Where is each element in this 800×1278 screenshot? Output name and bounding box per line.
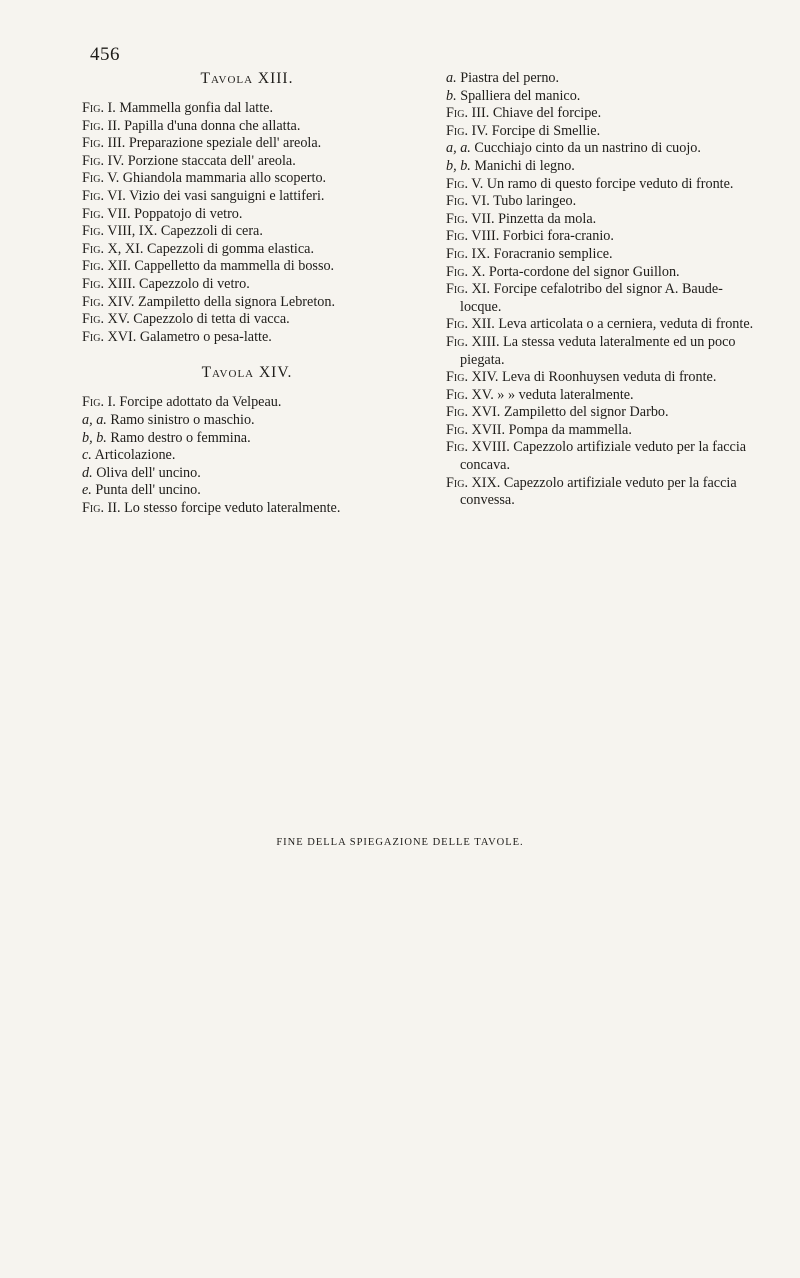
entry-label: Fig. [446, 421, 468, 438]
entry-text: VII. Poppatojo di vetro. [107, 205, 243, 222]
entry-text: XIV. Zampiletto della signora Lebreton. [107, 293, 336, 310]
entry-text: VI. Tubo laringeo. [471, 193, 577, 210]
entry-text: Punta dell' uncino. [95, 482, 201, 499]
entry-label: Fig. [446, 333, 468, 350]
entry-label: Fig. [82, 117, 104, 134]
figure-entry [82, 223, 412, 241]
entry-text: Spalliera del manico. [460, 87, 581, 104]
figure-entry [82, 170, 412, 188]
figure-entry [82, 135, 412, 153]
figure-entry [82, 100, 412, 118]
entry-label: Fig. [82, 170, 104, 187]
entry-text: Ramo sinistro o maschio. [110, 411, 255, 428]
entry-text: XIV. Leva di Roonhuysen veduta di fronte. [471, 369, 717, 386]
figure-entry [82, 153, 412, 171]
figure-entry [82, 500, 412, 518]
entry-text: Manichi di legno. [474, 157, 575, 174]
plate-heading: Tavola XIII. [200, 70, 294, 87]
figure-entry [446, 140, 764, 158]
figure-entry [82, 276, 412, 294]
entry-label: Fig. [82, 187, 104, 204]
entry-label: Fig. [82, 275, 104, 292]
entry-text: XV. Capezzolo di tetta di vacca. [107, 311, 290, 328]
entry-label: Fig. [82, 135, 104, 152]
entry-text: X. Porta-cordone del signor Guillon. [471, 263, 680, 280]
entry-text: VIII. Forbici fora-cranio. [471, 228, 614, 245]
entry-text: X, XI. Capezzoli di gomma elastica. [107, 240, 314, 257]
entry-label: Fig. [82, 499, 104, 516]
entry-label: Fig. [82, 394, 104, 411]
figure-entry [446, 246, 764, 264]
entry-label: Fig. [82, 205, 104, 222]
plate-xiii-list [82, 100, 412, 346]
entry-text: IX. Foracranio semplice. [471, 245, 613, 262]
figure-entry [446, 176, 764, 194]
entry-text: Oliva dell' uncino. [96, 464, 201, 481]
figure-entry [82, 329, 412, 347]
entry-label: c. [82, 447, 92, 464]
plate-heading: Tavola XIV. [201, 364, 293, 382]
entry-text: Ramo destro o femmina. [110, 429, 251, 446]
left-column [82, 70, 412, 517]
figure-entry [446, 193, 764, 211]
entry-label: Fig. [446, 228, 468, 245]
right-column [446, 70, 764, 510]
entry-label: Fig. [82, 293, 104, 310]
entry-label: Fig. [82, 311, 104, 328]
figure-entry [446, 422, 764, 440]
entry-text: XIII. Capezzolo di vetro. [107, 275, 250, 292]
entry-label: Fig. [82, 100, 104, 116]
entry-text: VI. Vizio dei vasi sanguigni e lattiferi. [107, 187, 325, 204]
figure-entry [446, 334, 764, 369]
entry-label: a, a. [446, 140, 471, 157]
figure-entry [82, 241, 412, 259]
figure-entry [446, 88, 764, 106]
entry-text: XVIII. Capezzolo artifiziale veduto per la faccia concava. [460, 439, 747, 474]
entry-label: Fig. [82, 240, 104, 257]
entry-text: XVII. Pompa da mammella. [471, 421, 632, 438]
figure-entry [446, 70, 764, 88]
figure-entry [446, 475, 764, 510]
entry-text: XII. Cappelletto da mammella di bosso. [107, 258, 335, 275]
entry-label: b, b. [82, 429, 107, 446]
closing-note: FINE DELLA SPIEGAZIONE DELLE TAVOLE. [276, 837, 524, 848]
entry-text: XV. » » veduta lateralmente. [471, 386, 634, 403]
entry-label: a. [446, 70, 457, 86]
figure-entry [82, 258, 412, 276]
entry-label: Fig. [446, 210, 468, 227]
figure-entry [446, 264, 764, 282]
entry-label: b. [446, 87, 457, 104]
entry-text: VIII, IX. Capezzoli di cera. [107, 223, 263, 240]
entry-label: b, b. [446, 157, 471, 174]
figure-entry [82, 394, 412, 412]
entry-label: Fig. [446, 263, 468, 280]
entry-label: Fig. [446, 122, 468, 139]
figure-entry [446, 439, 764, 474]
entry-text: III. Chiave del forcipe. [471, 105, 602, 122]
figure-entry [82, 294, 412, 312]
figure-entry [82, 482, 412, 500]
entry-label: Fig. [446, 175, 468, 192]
entry-label: Fig. [446, 404, 468, 421]
figure-entry [82, 412, 412, 430]
entry-text: XVI. Zampiletto del signor Darbo. [471, 404, 669, 421]
entry-text: XIX. Capezzolo artifiziale veduto per la faccia convessa. [460, 474, 737, 509]
plate-xiv-list [82, 394, 412, 517]
figure-entry [82, 430, 412, 448]
figure-entry [446, 211, 764, 229]
entry-label: Fig. [446, 245, 468, 262]
entry-text: XIII. La stessa veduta lateralmente ed un poco piegata. [460, 333, 736, 368]
entry-label: Fig. [82, 328, 104, 345]
figure-entry [446, 387, 764, 405]
figure-entry [446, 404, 764, 422]
figure-entry [446, 123, 764, 141]
entry-label: e. [82, 482, 92, 499]
figure-entry [446, 228, 764, 246]
entry-text: Piastra del perno. [460, 70, 560, 86]
entry-text: XVI. Galametro o pesa-latte. [107, 328, 272, 345]
entry-label: Fig. [446, 439, 468, 456]
entry-text: Cucchiajo cinto da un nastrino di cuojo. [474, 140, 701, 157]
entry-label: Fig. [82, 152, 104, 169]
page-number: 456 [90, 44, 120, 65]
figure-entry [446, 281, 764, 316]
figure-entry [82, 118, 412, 136]
entry-label: d. [82, 464, 93, 481]
figure-entry [82, 447, 412, 465]
entry-label: a, a. [82, 411, 107, 428]
entry-label: Fig. [446, 105, 468, 122]
entry-text: IV. Porzione staccata dell' areola. [107, 152, 296, 169]
plate-xiv-continued-list [446, 70, 764, 510]
figure-entry [446, 316, 764, 334]
figure-entry [82, 311, 412, 329]
figure-entry [446, 105, 764, 123]
entry-text: III. Preparazione speziale dell' areola. [107, 135, 322, 152]
entry-label: Fig. [446, 281, 468, 298]
figure-entry [446, 369, 764, 387]
entry-text: XII. Leva articolata o a cerniera, veduta di fronte. [471, 316, 754, 333]
entry-label: Fig. [446, 369, 468, 386]
figure-entry [82, 465, 412, 483]
entry-text: IV. Forcipe di Smellie. [471, 122, 601, 139]
entry-label: Fig. [82, 258, 104, 275]
entry-label: Fig. [82, 223, 104, 240]
entry-text: V. Un ramo di questo forcipe veduto di fronte. [471, 175, 734, 192]
entry-label: Fig. [446, 316, 468, 333]
entry-text: XI. Forcipe cefalotribo del signor A. Baude-locque. [460, 281, 723, 315]
entry-text: Articolazione. [94, 447, 176, 464]
figure-entry [446, 158, 764, 176]
entry-text: VII. Pinzetta da mola. [471, 210, 597, 227]
entry-text: II. Papilla d'una donna che allatta. [107, 117, 301, 134]
figure-entry [82, 206, 412, 224]
figure-entry [82, 188, 412, 206]
entry-label: Fig. [446, 193, 468, 210]
entry-text: II. Lo stesso forcipe veduto lateralmente. [107, 499, 341, 516]
entry-text: I. Mammella gonfia dal latte. [107, 100, 274, 116]
entry-text: V. Ghiandola mammaria allo scoperto. [107, 170, 327, 187]
entry-label: Fig. [446, 474, 468, 491]
entry-text: I. Forcipe adottato da Velpeau. [107, 394, 282, 411]
entry-label: Fig. [446, 386, 468, 403]
